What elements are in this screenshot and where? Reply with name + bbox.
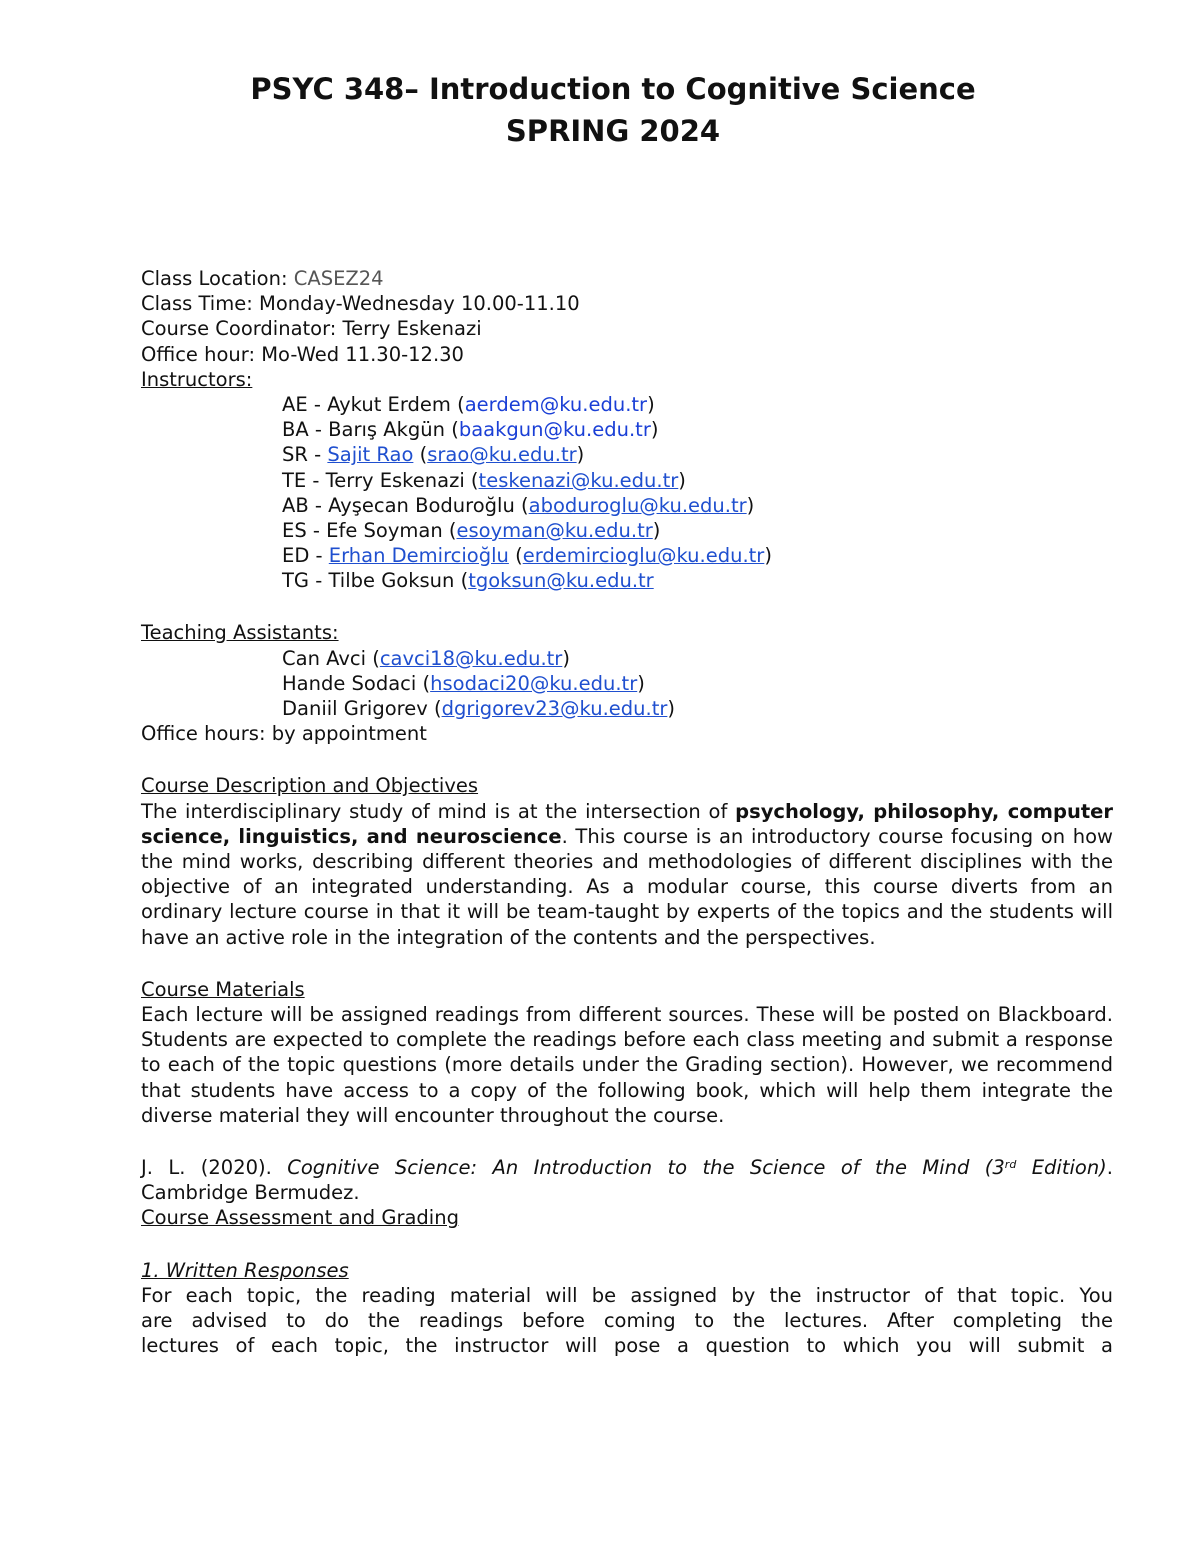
instructor-initials: TE - bbox=[282, 468, 326, 492]
course-materials-heading: Course Materials bbox=[141, 977, 305, 1001]
office-hour: Office hour: Mo-Wed 11.30-12.30 bbox=[141, 342, 464, 366]
course-description-heading: Course Description and Objectives bbox=[141, 774, 479, 798]
instructor-email-link[interactable]: aerdem@ku.edu.tr bbox=[464, 392, 648, 416]
instructor-email-link[interactable]: tgoksun@ku.edu.tr bbox=[468, 569, 654, 593]
instructor-name: Ayşecan Boduroğlu bbox=[328, 493, 515, 517]
instructors-heading: Instructors: bbox=[141, 367, 253, 391]
class-location-value: CASEZ24 bbox=[293, 267, 384, 290]
course-description-text: The interdisciplinary study of mind is at the intersection of psychology, philosophy, computer science, linguistics, and neuroscience. This course is an introductory course focusing on how the mind works, describing different theories and methodologies of different disciplines with the objective of an integrated understanding. As a modular course, this course diverts from an ordinary lecture course in that it will be team-taught by experts of the topics and the students will have an active role in the integration of the contents and the perspectives. bbox=[141, 799, 1114, 949]
document-title bbox=[0, 68, 1200, 152]
instructor-initials: SR - bbox=[282, 443, 328, 467]
class-time: Class Time: Monday-Wednesday 10.00-11.10 bbox=[141, 292, 580, 316]
instructor-initials: ED - bbox=[282, 544, 329, 568]
assessment-text-line: are advised to do the readings before coming to the lectures. After completing the bbox=[141, 1308, 1113, 1332]
instructor-initials: AE - bbox=[282, 392, 328, 416]
instructor-row: TG - Tilbe Goksun (tgoksun@ku.edu.tr bbox=[282, 569, 654, 593]
course-coordinator: Course Coordinator: Terry Eskenazi bbox=[141, 317, 482, 341]
instructor-row: ED - Erhan Demircioğlu (erdemircioglu@ku.edu.tr) bbox=[282, 544, 772, 568]
written-responses-text bbox=[141, 1283, 1113, 1359]
course-materials-text: Each lecture will be assigned readings from different sources. These will be posted on Blackboard. Students are expected to complete the readings before each class meeting and submit a response to each of the topic questions (more details under the Grading section). However, we recommend that students have access to a copy of the following book, which will help them integrate the diverse material they will encounter throughout the course. bbox=[141, 1002, 1113, 1127]
instructor-row: ES - Efe Soyman (esoyman@ku.edu.tr) bbox=[282, 518, 661, 542]
assessment-text-line: For each topic, the reading material will be assigned by the instructor of that topic. You bbox=[141, 1283, 1113, 1307]
ta-email-link[interactable]: dgrigorev23@ku.edu.tr bbox=[441, 697, 668, 720]
textbook-reference: J. L. (2020). Cognitive Science: An Introduction to the Science of the Mind (3rd Edition). bbox=[141, 1155, 1113, 1179]
instructor-email-link[interactable]: esoyman@ku.edu.tr bbox=[456, 518, 653, 542]
instructor-name: Tilbe Goksun bbox=[328, 569, 455, 593]
semester-title: SPRING 2024 bbox=[505, 114, 721, 148]
instructor-row: TE - Terry Eskenazi (teskenazi@ku.edu.tr) bbox=[282, 468, 686, 492]
instructor-email-link[interactable]: teskenazi@ku.edu.tr bbox=[478, 468, 679, 492]
course-title: PSYC 348– Introduction to Cognitive Science bbox=[250, 72, 976, 106]
instructor-initials: ES - bbox=[282, 518, 327, 542]
ta-row: Daniil Grigorev (dgrigorev23@ku.edu.tr) bbox=[282, 697, 675, 720]
instructor-name[interactable]: Sajit Rao bbox=[327, 443, 414, 467]
instructor-initials: AB - bbox=[282, 493, 329, 517]
written-responses-heading: 1. Written Responses bbox=[141, 1258, 349, 1282]
instructor-name: Terry Eskenazi bbox=[325, 468, 465, 492]
ta-row: Can Avci (cavci18@ku.edu.tr) bbox=[282, 646, 570, 670]
ta-email-link[interactable]: cavci18@ku.edu.tr bbox=[379, 646, 563, 670]
instructor-email-link[interactable]: aboduroglu@ku.edu.tr bbox=[528, 493, 747, 517]
instructor-email-link[interactable]: srao@ku.edu.tr bbox=[427, 443, 577, 467]
instructor-name: Efe Soyman bbox=[326, 518, 443, 542]
ta-row: Hande Sodaci (hsodaci20@ku.edu.tr) bbox=[282, 671, 645, 695]
instructor-email-link[interactable]: baakgun@ku.edu.tr bbox=[458, 418, 651, 442]
textbook-publisher: Cambridge Bermudez. bbox=[141, 1181, 360, 1205]
teaching-assistants-heading: Teaching Assistants: bbox=[141, 621, 339, 645]
class-location: Class Location: CASEZ24 bbox=[141, 267, 384, 290]
document-body bbox=[141, 266, 1113, 1358]
assessment-text-line: lectures of each topic, the instructor will pose a question to which you will submit a bbox=[141, 1334, 1113, 1358]
instructor-list bbox=[141, 392, 1113, 594]
instructor-name[interactable]: Erhan Demircioğlu bbox=[328, 544, 509, 568]
teaching-assistant-list bbox=[141, 646, 1113, 722]
instructor-row: AE - Aykut Erdem (aerdem@ku.edu.tr) bbox=[282, 392, 655, 416]
textbook-title: Cognitive Science: An Introduction to the Science of the Mind (3rd Edition) bbox=[287, 1155, 1107, 1179]
disciplines-list: psychology, philosophy, computer science, linguistics, and neuroscience bbox=[141, 799, 1114, 848]
ta-email-link[interactable]: hsodaci20@ku.edu.tr bbox=[430, 671, 638, 695]
instructor-name: Barış Akgün bbox=[328, 418, 446, 442]
ta-office-hours: Office hours: by appointment bbox=[141, 722, 427, 746]
instructor-name: Aykut Erdem bbox=[327, 392, 451, 416]
instructor-row: SR - Sajit Rao (srao@ku.edu.tr) bbox=[282, 443, 585, 467]
assessment-heading: Course Assessment and Grading bbox=[141, 1206, 459, 1230]
instructor-initials: BA - bbox=[282, 418, 329, 442]
instructor-initials: TG - bbox=[282, 569, 329, 593]
instructor-row: AB - Ayşecan Boduroğlu (aboduroglu@ku.edu.tr) bbox=[282, 493, 755, 517]
instructor-email-link[interactable]: erdemircioglu@ku.edu.tr bbox=[522, 544, 765, 568]
ta-name: Can Avci bbox=[282, 646, 373, 670]
instructor-row: BA - Barış Akgün (baakgun@ku.edu.tr) bbox=[282, 418, 659, 442]
ta-name: Daniil Grigorev bbox=[282, 697, 434, 720]
ta-name: Hande Sodaci bbox=[282, 671, 423, 695]
